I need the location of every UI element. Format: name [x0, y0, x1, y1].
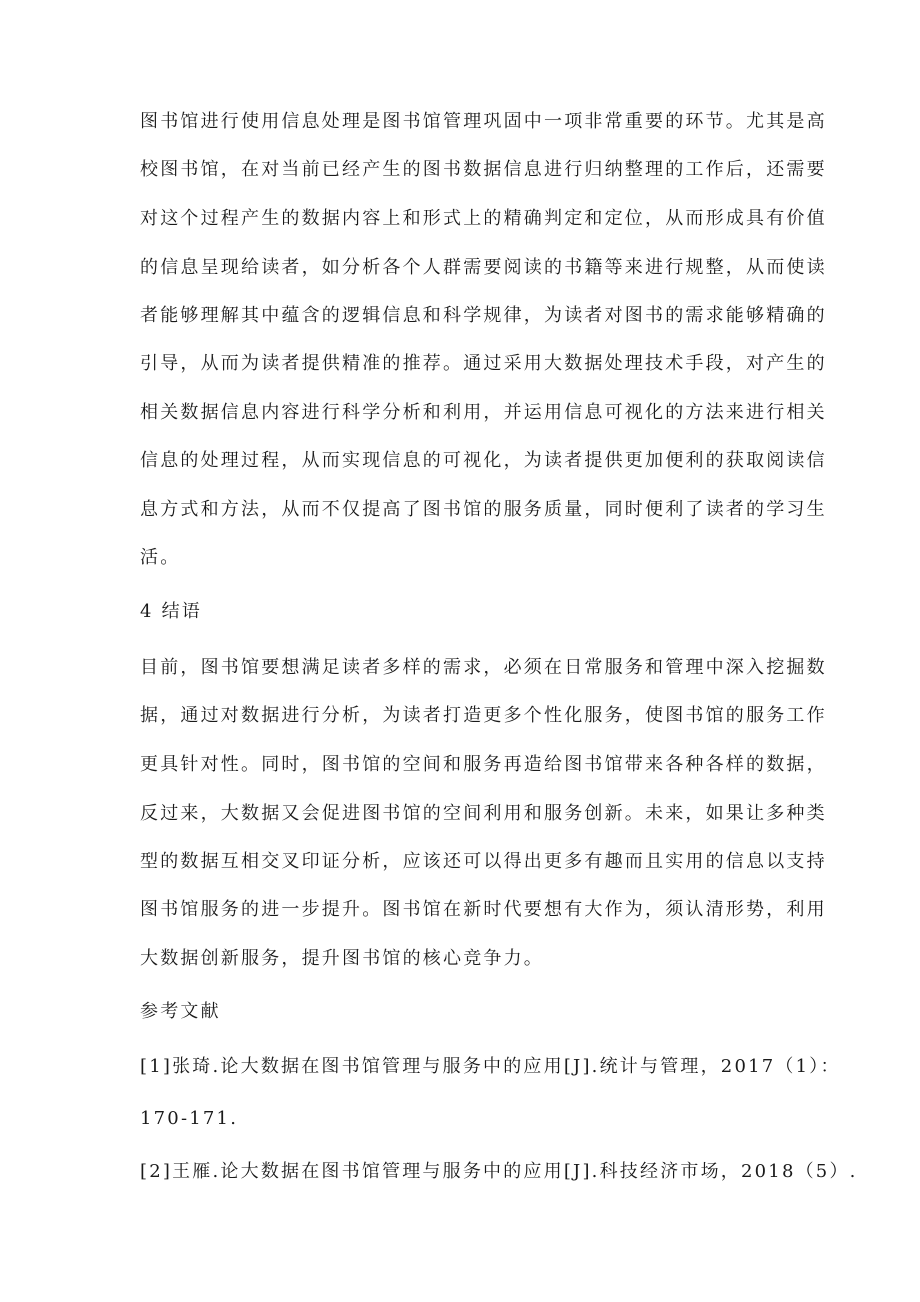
paragraph-line: 的信息呈现给读者，如分析各个人群需要阅读的书籍等来进行规整，从而使读	[140, 257, 827, 278]
paragraph-line: 反过来，大数据又会促进图书馆的空间利用和服务创新。未来，如果让多种类	[140, 803, 827, 824]
paragraph-line: 对这个过程产生的数据内容上和形式上的精确判定和定位，从而形成具有价值	[140, 208, 827, 229]
section-heading: 参考文献	[140, 1001, 221, 1022]
paragraph-line: 息方式和方法，从而不仅提高了图书馆的服务质量，同时便利了读者的学习生	[140, 499, 827, 520]
paragraph-line: 据，通过对数据进行分析，为读者打造更多个性化服务，使图书馆的服务工作	[140, 705, 827, 726]
reference-line: 170-171.	[140, 1108, 239, 1129]
paragraph-line: 相关数据信息内容进行科学分析和利用，并运用信息可视化的方法来进行相关	[140, 402, 827, 423]
paragraph-line: 更具针对性。同时，图书馆的空间和服务再造给图书馆带来各种各样的数据，	[140, 754, 827, 775]
section-heading: 4 结语	[140, 601, 202, 622]
paragraph-line: 引导，从而为读者提供精准的推荐。通过采用大数据处理技术手段，对产生的	[140, 353, 827, 374]
paragraph-line: 大数据创新服务，提升图书馆的核心竞争力。	[140, 948, 544, 969]
paragraph-line: 型的数据互相交叉印证分析，应该还可以得出更多有趣而且实用的信息以支持	[140, 851, 827, 872]
paragraph-line: 校图书馆，在对当前已经产生的图书数据信息进行归纳整理的工作后，还需要	[140, 159, 827, 180]
reference-line: [2]王雁.论大数据在图书馆管理与服务中的应用[J].科技经济市场，2018（5）.	[140, 1161, 858, 1182]
paragraph-line: 图书馆服务的进一步提升。图书馆在新时代要想有大作为，须认清形势，利用	[140, 899, 827, 920]
reference-line: [1]张琦.论大数据在图书馆管理与服务中的应用[J].统计与管理，2017（1）：	[140, 1056, 841, 1077]
paragraph-line: 活。	[140, 547, 181, 568]
paragraph-line: 图书馆进行使用信息处理是图书馆管理巩固中一项非常重要的环节。尤其是高	[140, 111, 827, 132]
paragraph-line: 信息的处理过程，从而实现信息的可视化，为读者提供更加便利的获取阅读信	[140, 450, 827, 471]
paragraph-line: 目前，图书馆要想满足读者多样的需求，必须在日常服务和管理中深入挖掘数	[140, 657, 827, 678]
paragraph-line: 者能够理解其中蕴含的逻辑信息和科学规律，为读者对图书的需求能够精确的	[140, 305, 827, 326]
